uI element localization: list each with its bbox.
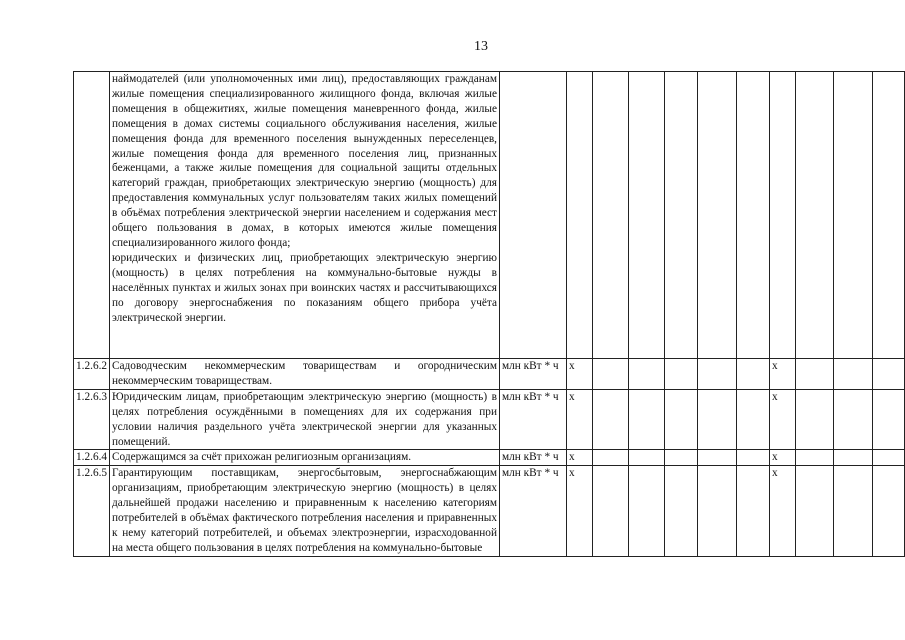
table-cell: [665, 389, 698, 450]
mark-cell: x: [567, 450, 593, 466]
intro-paragraph: наймодателей (или уполномоченных ими лиц), предоставляющих гражданам жилые помещения специализированного жилищного фонда, включая жилые помещения в общежитиях, жилые помещения маневренного фонда, жилые помещения в домах системы социального обслуживания населения, жилые помещения фонда для временного поселения вынужденных переселенцев, жилые помещения фонда для временного поселения лиц, признанных беженцами, а также жилые помещения для социальной защиты отдельных категорий граждан, приобретающих электрическую энергию (мощность) для предоставления коммунальных услуг пользователям таких жилых помещений в объёмах потребления электрической энергии населением и содержания мест общего пользования в домах, в которых имеются жилые помещения специализированного жилого фонда;: [112, 73, 497, 249]
row-number: [74, 72, 110, 359]
table-cell: [593, 466, 629, 556]
row-text: Содержащимся за счёт прихожан религиозным организациям.: [110, 450, 500, 466]
row-text: Садоводческим некоммерческим товариществам и огородническим некоммерческим товариществам.: [110, 359, 500, 390]
table-cell: [770, 72, 796, 359]
row-unit: [500, 72, 567, 359]
mark-cell: x: [770, 466, 796, 556]
row-number: 1.2.6.5: [74, 466, 110, 556]
row-text: Гарантирующим поставщикам, энергосбытовым, энергоснабжающим организациям, приобретающим электрическую энергию (мощность) в целях дальнейшей продажи населению и приравненным к населению категориям потребителей в объёмах фактического потребления населения и приравненных к нему категорий потребителей, и объемах электроэнергии, израсходованной на места общего пользования в целях потребления на коммунально-бытовые: [110, 466, 500, 556]
table-cell: [834, 450, 873, 466]
table-cell: [834, 72, 873, 359]
table-cell: [593, 389, 629, 450]
row-number: 1.2.6.3: [74, 389, 110, 450]
mark-cell: x: [567, 389, 593, 450]
table-cell: [834, 359, 873, 390]
table-cell: [629, 466, 665, 556]
row-unit: млн кВт * ч: [500, 389, 567, 450]
table-cell: [593, 450, 629, 466]
table-row: [74, 450, 905, 466]
table-cell: [873, 450, 905, 466]
table-cell: [698, 359, 737, 390]
intro-paragraph: юридических и физических лиц, приобретающих электрическую энергию (мощность) в целях потребления на коммунально-бытовые нужды в населённых пунктах и жилых зонах при воинских частях и рассчитывающихся по договору энергоснабжения по показаниям общего прибора учёта электрической энергии.: [112, 251, 497, 324]
table-cell: [796, 72, 834, 359]
table-cell: [567, 72, 593, 359]
table-cell: [629, 389, 665, 450]
mark-cell: x: [770, 450, 796, 466]
table-cell: [593, 359, 629, 390]
mark-cell: x: [770, 359, 796, 390]
table-cell: [737, 389, 770, 450]
table-cell: [796, 389, 834, 450]
table-cell: [698, 72, 737, 359]
table-cell: [593, 72, 629, 359]
table-row: [74, 389, 905, 450]
mark-cell: x: [770, 389, 796, 450]
table-cell: [698, 450, 737, 466]
table-cell: [834, 389, 873, 450]
table-cell: [796, 450, 834, 466]
table-cell: [665, 72, 698, 359]
row-text: [110, 72, 500, 359]
tariff-table: [73, 71, 905, 557]
table-cell: [834, 466, 873, 556]
page-number: 13: [474, 39, 488, 54]
table-cell: [796, 359, 834, 390]
table-cell: [629, 450, 665, 466]
table-cell: [698, 389, 737, 450]
table-cell: [629, 72, 665, 359]
table-cell: [873, 466, 905, 556]
table-cell: [737, 466, 770, 556]
row-unit: млн кВт * ч: [500, 359, 567, 390]
table-cell: [737, 72, 770, 359]
table-cell: [665, 450, 698, 466]
row-unit: млн кВт * ч: [500, 466, 567, 556]
table-row: [74, 72, 905, 359]
row-unit: млн кВт * ч: [500, 450, 567, 466]
table-row: [74, 359, 905, 390]
table-cell: [737, 450, 770, 466]
row-number: 1.2.6.2: [74, 359, 110, 390]
row-number: 1.2.6.4: [74, 450, 110, 466]
table-cell: [796, 466, 834, 556]
table-cell: [698, 466, 737, 556]
table-row: [74, 466, 905, 556]
table-cell: [873, 72, 905, 359]
row-text: Юридическим лицам, приобретающим электрическую энергию (мощность) в целях потребления осуждёнными в помещениях для их содержания при условии наличия раздельного учёта электрической энергии для указанных помещений.: [110, 389, 500, 450]
table-cell: [629, 359, 665, 390]
mark-cell: x: [567, 466, 593, 556]
table-cell: [665, 359, 698, 390]
table-cell: [873, 359, 905, 390]
table-cell: [665, 466, 698, 556]
mark-cell: x: [567, 359, 593, 390]
table-cell: [873, 389, 905, 450]
table-cell: [737, 359, 770, 390]
